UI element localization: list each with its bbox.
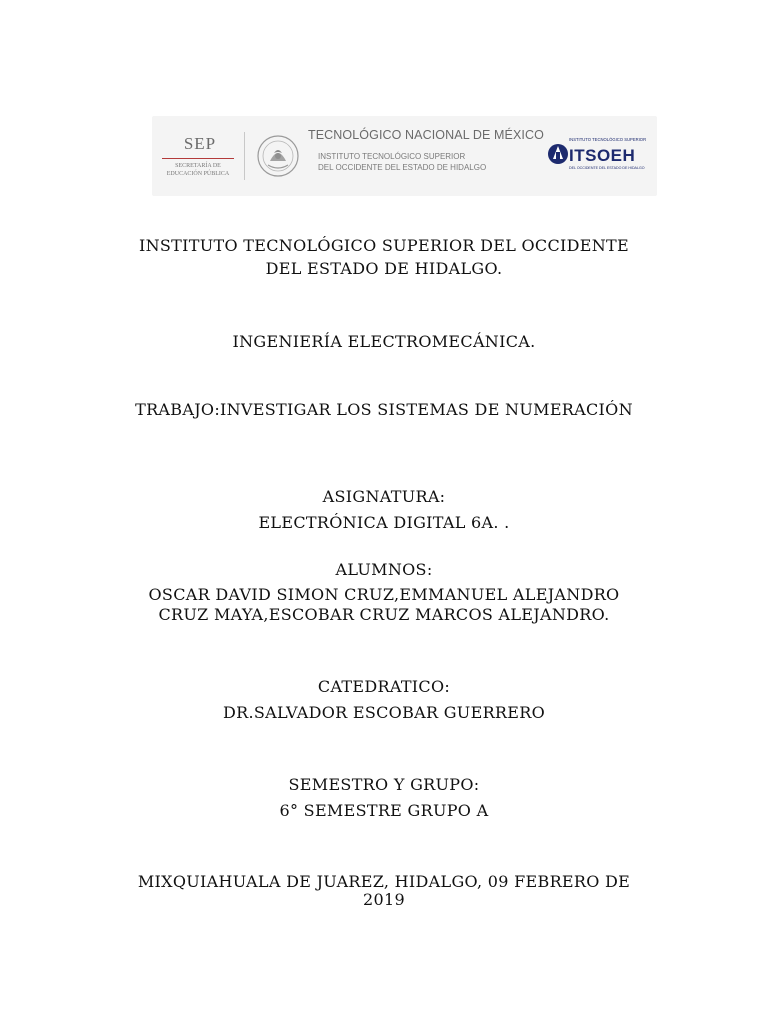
professor-name: DR.SALVADOR ESCOBAR GUERRERO [222,703,546,722]
itsoeh-bottom-text: DEL OCCIDENTE DEL ESTADO DE HIDALGO [569,166,645,170]
sep-logo-subtitle: SECRETARÍA DE EDUCACIÓN PÚBLICA [166,163,230,177]
institution-title-line-1: INSTITUTO TECNOLÓGICO SUPERIOR DEL OCCIDENTE [138,236,629,255]
place-date-line-1: MIXQUIAHUALA DE JUAREZ, HIDALGO, 09 FEBRERO DE [137,872,631,891]
sep-logo-word: SEP [183,134,217,153]
semester-value: 6° SEMESTRE GRUPO A [279,801,489,820]
itsoeh-word: ITSOEH [569,146,636,165]
students-line-2: CRUZ MAYA,ESCOBAR CRUZ MARCOS ALEJANDRO. [158,605,610,624]
header-logo-banner [152,116,657,196]
students-label: ALUMNOS: [335,560,433,579]
subject-value: ELECTRÓNICA DIGITAL 6A. . [258,513,510,532]
subject-label: ASIGNATURA: [322,487,446,506]
professor-label: CATEDRATICO: [317,677,451,696]
institution-title-line-2: DEL ESTADO DE HIDALGO. [265,259,503,278]
semester-label: SEMESTRO Y GRUPO: [288,775,480,794]
sep-logo [162,134,234,178]
tecnm-subtitle: INSTITUTO TECNOLÓGICO SUPERIOR DEL OCCIDENTE DEL ESTADO DE HIDALGO [318,152,487,172]
banner-divider [244,132,245,180]
itsoeh-top-text: INSTITUTO TECNOLÓGICO SUPERIOR [569,137,647,142]
career-name: INGENIERÍA ELECTROMECÁNICA. [232,332,536,351]
itsoeh-emblem-icon [548,144,568,164]
students-line-1: OSCAR DAVID SIMON CRUZ,EMMANUEL ALEJANDRO [148,585,620,604]
mexico-coat-of-arms-icon [256,131,300,181]
sep-logo-rule [162,158,234,159]
tecnm-title: TECNOLÓGICO NACIONAL DE MÉXICO [308,128,544,142]
assignment-title: TRABAJO:INVESTIGAR LOS SISTEMAS DE NUMERACIÓN [135,400,633,419]
place-date-line-2: 2019 [363,890,405,909]
itsoeh-logo [545,132,647,176]
